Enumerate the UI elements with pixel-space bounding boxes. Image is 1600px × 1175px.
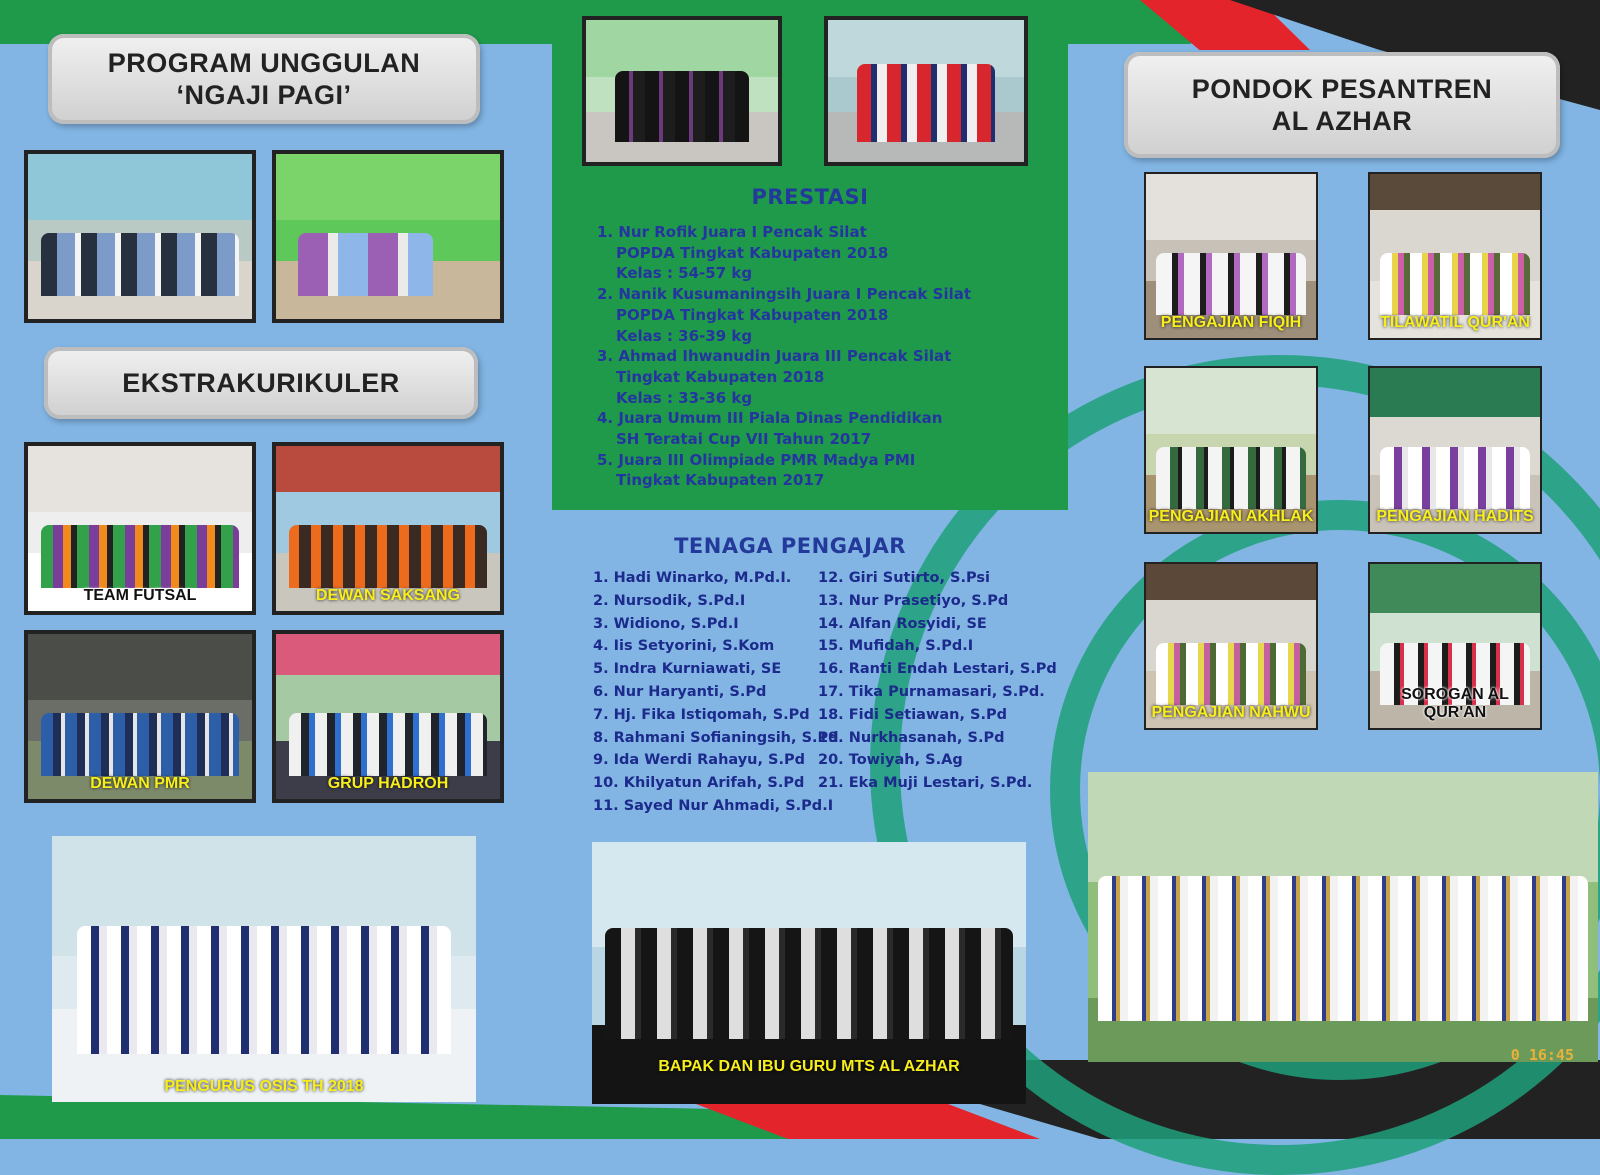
hadits-caption: PENGAJIAN HADITS — [1376, 508, 1534, 525]
prestasi-title: PRESTASI — [751, 185, 869, 209]
teacher-item: 8. Rahmani Sofianingsih, S.Pd — [593, 729, 839, 746]
futsal-photo — [24, 442, 256, 615]
prestasi-item: 1. Nur Rofik Juara I Pencak Silat POPDA Tingkat Kabupaten 2018 Kelas : 54-57 kg — [597, 223, 889, 283]
prestasi-item: 2. Nanik Kusumaningsih Juara I Pencak Silat POPDA Tingkat Kabupaten 2018 Kelas : 36-39 kg — [597, 285, 972, 345]
sorogan-caption: SOROGAN AL QUR'AN — [1401, 686, 1509, 721]
pondok-heading-line2: AL AZHAR — [1271, 106, 1413, 136]
tilawah-photo — [1368, 172, 1542, 340]
grup-hadroh-photo — [272, 630, 504, 803]
tenaga-pengajar-title: TENAGA PENGAJAR — [674, 534, 906, 558]
pondok-pesantren-heading — [1124, 52, 1560, 158]
pmr-award-photo — [824, 16, 1028, 166]
tilawah-caption: TILAWATIL QUR'AN — [1380, 314, 1530, 331]
teacher-item: 12. Giri Sutirto, S.Psi — [818, 570, 990, 586]
teacher-item: 14. Alfan Rosyidi, SE — [818, 615, 987, 632]
ekstra-heading-text: EKSTRAKURIKULER — [122, 368, 400, 398]
teacher-item: 13. Nur Prasetiyo, S.Pd — [818, 592, 1009, 609]
akhlak-caption: PENGAJIAN AKHLAK — [1148, 508, 1314, 525]
dewan-pmr-photo — [24, 630, 256, 803]
grup-hadroh-caption: GRUP HADROH — [327, 775, 449, 792]
pencak-silat-photo — [582, 16, 782, 166]
teachers-list-right — [818, 567, 1057, 795]
teacher-item: 16. Ranti Endah Lestari, S.Pd — [818, 661, 1057, 678]
teacher-item: 3. Widiono, S.Pd.I — [593, 615, 739, 632]
teacher-item: 2. Nursodik, S.Pd.I — [593, 592, 746, 609]
prestasi-item: 3. Ahmad Ihwanudin Juara III Pencak Silat Tingkat Kabupaten 2018 Kelas : 33-36 kg — [597, 347, 952, 407]
futsal-caption: TEAM FUTSAL — [83, 587, 197, 604]
ekstrakurikuler-heading — [44, 347, 478, 419]
nahwu-caption: PENGAJIAN NAHWU — [1151, 704, 1311, 721]
ngaji-photo-2 — [272, 150, 504, 323]
dewan-pmr-caption: DEWAN PMR — [90, 775, 190, 792]
teacher-item: 20. Towiyah, S.Ag — [818, 752, 963, 769]
teachers-list-left — [593, 567, 839, 818]
teacher-item: 5. Indra Kurniawati, SE — [593, 661, 782, 678]
guru-caption: BAPAK DAN IBU GURU MTS AL AZHAR — [658, 1058, 960, 1075]
teacher-item: 9. Ida Werdi Rahayu, S.Pd — [593, 752, 806, 769]
teacher-item: 6. Nur Haryanti, S.Pd — [593, 683, 767, 700]
program-heading-line2: ‘NGAJI PAGI’ — [176, 80, 352, 110]
photo-timestamp: 0 16:45 — [1510, 1046, 1574, 1062]
program-unggulan-heading — [48, 34, 480, 124]
pondok-heading-line1: PONDOK PESANTREN — [1191, 74, 1493, 104]
teacher-item: 4. Iis Setyorini, S.Kom — [593, 638, 775, 655]
teacher-item: 11. Sayed Nur Ahmadi, S.Pd.I — [593, 797, 834, 814]
nahwu-photo — [1144, 562, 1318, 730]
program-heading-line1: PROGRAM UNGGULAN — [107, 48, 421, 78]
teacher-item: 10. Khilyatun Arifah, S.Pd — [593, 775, 805, 792]
dewan-saksang-caption: DEWAN SAKSANG — [315, 587, 460, 604]
ngaji-photo-1 — [24, 150, 256, 323]
teacher-item: 21. Eka Muji Lestari, S.Pd. — [818, 775, 1033, 792]
sorogan-photo — [1368, 562, 1542, 730]
dewan-saksang-photo — [272, 442, 504, 615]
fiqih-photo — [1144, 172, 1318, 340]
hadits-photo — [1368, 366, 1542, 534]
osis-caption: PENGURUS OSIS TH 2018 — [164, 1078, 364, 1095]
guru-photo — [592, 842, 1026, 1104]
teacher-item: 1. Hadi Winarko, M.Pd.I. — [593, 570, 792, 586]
teacher-item: 19. Nurkhasanah, S.Pd — [818, 729, 1005, 746]
santri-group-photo — [1088, 772, 1598, 1062]
akhlak-photo — [1144, 366, 1318, 534]
teacher-item: 17. Tika Purnamasari, S.Pd. — [818, 683, 1045, 700]
fiqih-caption: PENGAJIAN FIQIH — [1160, 314, 1302, 331]
teacher-item: 18. Fidi Setiawan, S.Pd — [818, 706, 1007, 723]
prestasi-item: 5. Juara III Olimpiade PMR Madya PMI Tingkat Kabupaten 2017 — [597, 450, 916, 490]
osis-photo — [52, 836, 476, 1102]
teacher-item: 15. Mufidah, S.Pd.I — [818, 638, 974, 655]
prestasi-item: 4. Juara Umum III Piala Dinas Pendidikan SH Teratai Cup VII Tahun 2017 — [597, 409, 943, 449]
teacher-item: 7. Hj. Fika Istiqomah, S.Pd — [593, 706, 810, 723]
prestasi-list — [597, 222, 971, 491]
